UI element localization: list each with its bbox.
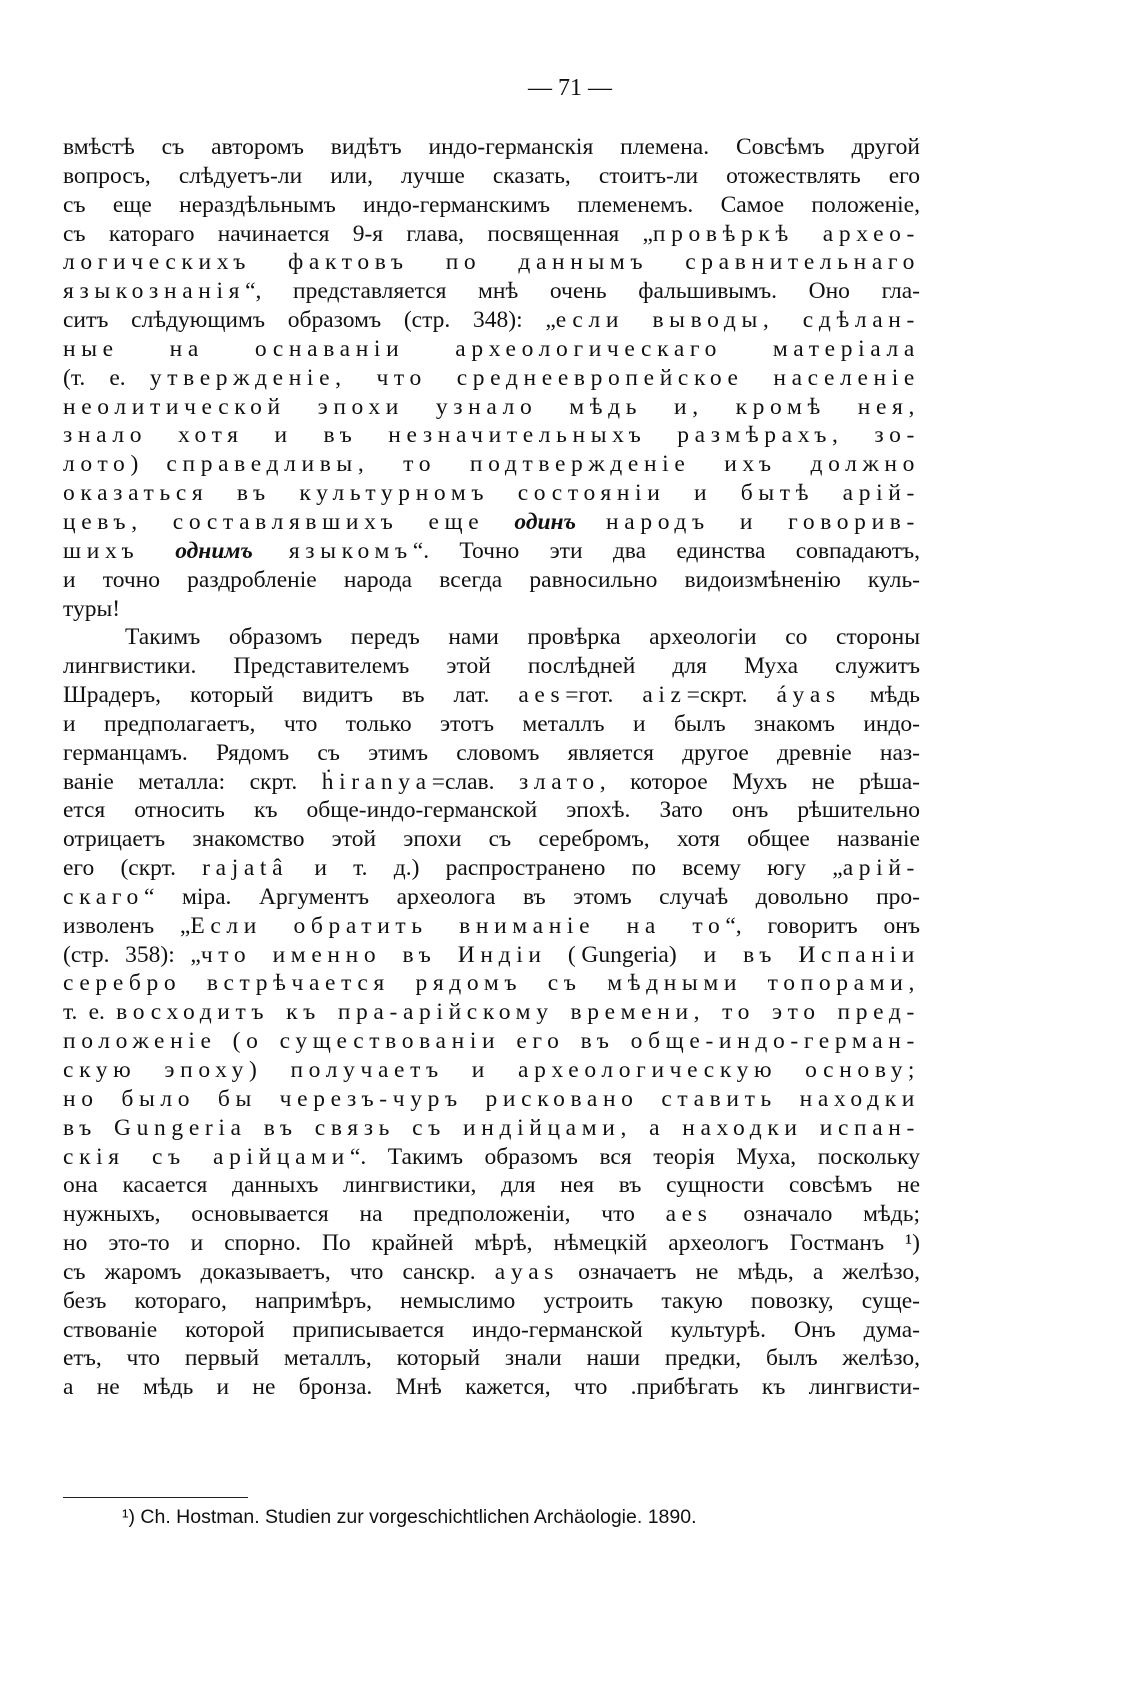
text-line [63,595,920,624]
text-line [63,854,920,883]
text-run: а не мѣдь и не бронза. Мнѣ кажется, что .прибѣгать къ лингвисти- [63,1374,920,1401]
text-run: скаго [63,883,144,910]
text-run: вопросъ, слѣдуетъ-ли или, лучше сказать, стоитъ-ли отожествлять его [63,162,920,189]
text-line [63,220,920,249]
text-run: (т. е. [63,364,150,391]
text-line [63,739,920,768]
text-run: языкознанія [63,278,246,305]
text-run: арій- [842,855,920,882]
paragraph-2 [63,623,920,1402]
text-run: ствованіе которой приписывается индо-германской культурѣ. Онъ дума- [63,1316,920,1343]
text-run: aes [665,1201,713,1228]
text-run: ситъ слѣдующимъ образомъ (стр. 348): „ [63,307,556,334]
footnote-divider [63,1497,248,1498]
text-run: и т. д.) распространено по всему югу „ [288,855,843,882]
text-run: утвержденіе, что среднеевропейское населеніе [149,364,920,391]
text-run: етъ, что первый металлъ, который знали наши предки, былъ желѣзо, [63,1345,920,1372]
text-line [63,421,920,450]
text-run: знало хотя и въ незначительныхъ размѣрахъ, зо- [63,422,920,449]
text-run: ваніе металла: скрт. [63,768,322,795]
text-run: т. е. [63,999,117,1026]
text-run: rajatâ [202,855,289,882]
text-run: “ міра. Аргументъ археолога въ этомъ случаѣ довольно про- [143,883,920,910]
text-line [63,825,920,854]
text-run: ḣiranya [321,768,432,795]
text-line [63,796,920,825]
text-run: нужныхъ, основывается на предположеніи, что [63,1201,666,1228]
text-line [63,450,920,479]
text-run: =скрт. [686,682,777,709]
text-line [63,1085,920,1114]
text-run: ayas [494,1258,560,1285]
text-run: aes [518,682,566,709]
text-line [63,191,920,220]
text-run: злато [518,768,600,795]
text-run: его (скрт. [63,855,203,882]
text-run: безъ котораго, напримѣръ, немыслимо устроить такую повозку, суще- [63,1287,920,1314]
text-run: народъ и говорив- [575,508,920,535]
text-line [63,537,920,566]
text-line [63,1027,920,1056]
text-line [63,1258,920,1287]
text-run: ется относить къ обще-индо-германской эпохѣ. Зато онъ рѣшительно [63,797,920,824]
text-run: туры! [63,595,121,622]
text-run: =слав. [431,768,519,795]
text-line [63,1344,920,1373]
page-number: — 71 — [528,75,612,101]
text-line [63,652,920,681]
text-line [63,1056,920,1085]
footnote-text: Ch. Hostman. Studien zur vorgeschichtlichen Archäologie. 1890. [140,1506,697,1528]
text-line [63,768,920,797]
text-run: шихъ [63,537,176,564]
text-run: логическихъ фактовъ по даннымъ сравнительнаго [63,249,920,276]
text-run: скія съ арійцами [63,1143,350,1170]
text-run: Gungeria [581,941,669,968]
text-run: мѣдь [840,682,921,709]
text-line [63,393,920,422]
text-line [63,883,920,912]
text-run: Такимъ образомъ передъ нами провѣрка археологіи со стороны [125,624,920,651]
text-run: она касается данныхъ лингвистики, для нея въ сущности совсѣмъ не [63,1172,920,1199]
text-run: съ катораго начинается 9-я глава, посвященная „ [63,220,653,247]
text-line [63,1229,920,1258]
text-run: “. Такимъ образомъ вся теорія Муха, поскольку [349,1143,920,1170]
text-run: если выводы, сдѣлан- [555,307,920,334]
text-run: áyas [776,682,841,709]
text-line [63,133,920,162]
text-run: ) [130,451,167,478]
text-run: серебро встрѣчается рядомъ съ мѣдными топорами, [63,970,920,997]
text-run: восходитъ къ пра-арійскому времени, то это пред- [116,999,920,1026]
text-run: “. Точно эти два единства совпадаютъ, [412,537,920,564]
footnote [122,1504,697,1530]
text-run: Если обратить вниманіе на то [190,912,726,939]
text-line [63,162,920,191]
text-run: означало мѣдь; [712,1201,920,1228]
text-run: въ Gungeria въ связь съ индійцами, а находки испан- [63,1114,920,1141]
text-run: изволенъ „ [63,912,191,939]
paragraph-1 [63,133,920,623]
text-line [63,248,920,277]
text-run: Шрадеръ, который видитъ въ лат. [63,682,519,709]
text-line [63,364,920,393]
text-run: вмѣстѣ съ авторомъ видѣтъ индо-германскія племена. Совсѣмъ другой [63,134,920,160]
text-line [63,681,920,710]
text-run: “, представляется мнѣ очень фальшивымъ. Оно гла- [245,278,920,305]
text-run: съ еще нераздѣльнымъ индо-германскимъ племенемъ. Самое положеніе, [63,191,920,218]
text-line [63,1200,920,1229]
text-run: отрицаетъ знакомство этой эпохи съ серебромъ, хотя общее названіе [63,826,920,853]
text-line [63,969,920,998]
text-run: и предполагаетъ, что только этотъ металлъ и былъ знакомъ индо- [63,710,920,737]
text-run: что именно въ Индіи ( [200,941,582,968]
text-run: германцамъ. Рядомъ съ этимъ словомъ является другое древніе наз- [63,739,920,766]
text-run: и точно раздробленіе народа всегда равносильно видоизмѣненію куль- [63,566,920,593]
text-line [63,1316,920,1345]
text-run: оказаться въ культурномъ состояніи и бытѣ арій- [63,480,920,507]
text-run: ) и въ Испаніи [668,941,920,968]
text-run: положеніе (о существованіи его въ обще-индо-герман- [63,1028,920,1055]
text-run: aiz [642,682,687,709]
text-line [63,710,920,739]
text-run: неолитической эпохи узнало мѣдь и, кромѣ нея, [63,393,920,420]
text-line [63,998,920,1027]
text-line [63,1114,920,1143]
text-run: =гот. [565,682,643,709]
text-line [63,623,920,652]
text-line [63,277,920,306]
text-line [63,479,920,508]
text-run: , которое Мухъ не рѣша- [599,768,920,795]
text-run: провѣркѣ архео- [652,220,920,247]
text-run: цевъ, составлявшихъ еще [63,508,515,535]
text-run: но было бы черезъ-чуръ рисковано ставить находки [63,1085,920,1112]
text-line [63,508,920,537]
text-run: (стр. 358): „ [63,941,201,968]
text-line [63,566,920,595]
text-run: скую эпоху) получаетъ и археологическую основу; [63,1057,920,1083]
text-run: но это-то и спорно. По крайней мѣрѣ, нѣмецкій археологъ Гостманъ ¹) [63,1230,920,1257]
text-line [63,1171,920,1200]
text-line [63,1287,920,1316]
text-line [63,1373,920,1402]
text-run: означаетъ не мѣдь, а желѣзо, [559,1258,920,1285]
text-run: справедливы, то подтвержденіе ихъ должно [166,451,920,478]
text-line [63,1143,920,1172]
text-line [63,912,920,941]
text-run: однимъ [175,537,253,564]
body-text [63,133,920,1402]
text-run: лингвистики. Представителемъ этой послѣдней для Муха служитъ [63,653,920,680]
footnote-marker: ¹) [122,1506,135,1528]
text-run: одинъ [514,508,576,535]
text-line [63,941,920,970]
text-line [63,335,920,364]
text-run: лото [63,451,131,478]
text-run: ные на оснаваніи археологическаго матеріала [63,335,920,362]
text-run: языкомъ [252,537,413,564]
text-run: съ жаромъ доказываетъ, что санскр. [63,1258,495,1285]
text-run: “, говоритъ онъ [725,912,920,939]
text-line [63,306,920,335]
